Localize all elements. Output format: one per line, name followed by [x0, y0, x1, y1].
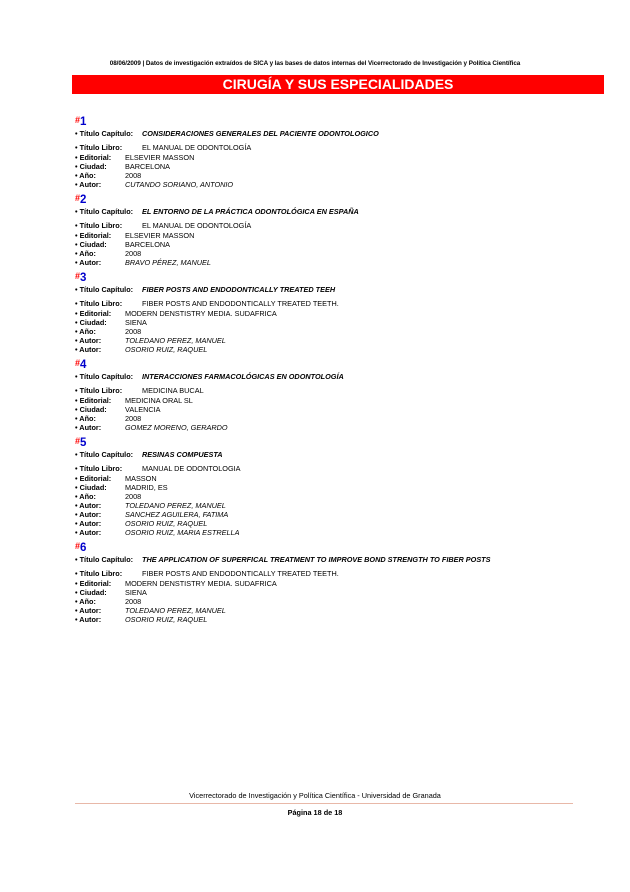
author-value: GOMEZ MORENO, GERARDO: [125, 423, 228, 432]
author-label: • Autor:: [75, 528, 102, 537]
publisher-value: MODERN DENSTISTRY MEDIA. SUDAFRICA: [125, 309, 277, 318]
city-label: • Ciudad:: [75, 240, 107, 249]
author-value: CUTANDO SORIANO, ANTONIO: [125, 180, 234, 189]
year-label: • Año:: [75, 249, 96, 258]
chapter-title-row: [75, 129, 605, 138]
record-number: [75, 539, 605, 554]
city-row: [75, 240, 605, 249]
author-label: • Autor:: [75, 180, 102, 189]
city-label: • Ciudad:: [75, 483, 107, 492]
publisher-value: MODERN DENSTISTRY MEDIA. SUDAFRICA: [125, 579, 277, 588]
chapter-title-row: [75, 372, 605, 381]
year-row: [75, 249, 605, 258]
chapter-title-value: CONSIDERACIONES GENERALES DEL PACIENTE ODONTOLOGICO: [142, 129, 379, 138]
record-number: [75, 191, 605, 206]
year-label: • Año:: [75, 597, 96, 606]
publisher-row: [75, 309, 605, 318]
author-label: • Autor:: [75, 501, 102, 510]
record-index: 1: [80, 116, 87, 128]
author-row: [75, 258, 605, 267]
records-list: [75, 113, 605, 626]
author-value: TOLEDANO PEREZ, MANUEL: [125, 606, 226, 615]
author-value: TOLEDANO PEREZ, MANUEL: [125, 336, 226, 345]
chapter-title-label: • Título Capítulo:: [75, 450, 134, 459]
city-value: SIENA: [125, 588, 147, 597]
author-label: • Autor:: [75, 510, 102, 519]
publisher-label: • Editorial:: [75, 231, 112, 240]
year-row: [75, 597, 605, 606]
publisher-value: ELSEVIER MASSON: [125, 231, 195, 240]
publication-record: [75, 191, 605, 267]
book-title-row: [75, 569, 605, 578]
record-number: [75, 269, 605, 284]
record-number: [75, 356, 605, 371]
city-row: [75, 162, 605, 171]
book-title-value: MANUAL DE ODONTOLOGIA: [142, 464, 241, 473]
author-label: • Autor:: [75, 519, 102, 528]
chapter-title-value: THE APPLICATION OF SUPERFICAL TREATMENT TO IMPROVE BOND STRENGTH TO FIBER POSTS: [142, 555, 491, 564]
year-label: • Año:: [75, 171, 96, 180]
footer-institution: Vicerrectorado de Investigación y Política Científica - Universidad de Granada: [189, 791, 441, 800]
author-row: [75, 528, 605, 537]
chapter-title-row: [75, 285, 605, 294]
author-label: • Autor:: [75, 423, 102, 432]
author-label: • Autor:: [75, 336, 102, 345]
footer-page-number: Página 18 de 18: [287, 808, 343, 817]
city-value: MADRID, ES: [125, 483, 168, 492]
year-label: • Año:: [75, 327, 96, 336]
author-row: [75, 180, 605, 189]
publication-record: [75, 539, 605, 624]
book-title-row: [75, 386, 605, 395]
year-row: [75, 492, 605, 501]
year-row: [75, 414, 605, 423]
record-index: 2: [80, 194, 87, 206]
city-row: [75, 588, 605, 597]
year-row: [75, 327, 605, 336]
publication-record: [75, 434, 605, 537]
author-value: SANCHEZ AGUILERA, FATIMA: [125, 510, 229, 519]
author-row: [75, 606, 605, 615]
book-title-label: • Título Libro:: [75, 143, 123, 152]
record-number: [75, 113, 605, 128]
publisher-label: • Editorial:: [75, 153, 112, 162]
chapter-title-value: INTERACCIONES FARMACOLÓGICAS EN ODONTOLOGÍA: [142, 372, 344, 381]
year-value: 2008: [125, 327, 142, 336]
record-hash-mark: #: [75, 358, 81, 368]
book-title-label: • Título Libro:: [75, 464, 123, 473]
book-title-label: • Título Libro:: [75, 386, 123, 395]
publication-record: [75, 113, 605, 189]
author-label: • Autor:: [75, 345, 102, 354]
book-title-row: [75, 143, 605, 152]
publisher-label: • Editorial:: [75, 474, 112, 483]
chapter-title-label: • Título Capítulo:: [75, 207, 134, 216]
chapter-title-label: • Título Capítulo:: [75, 555, 134, 564]
publisher-row: [75, 474, 605, 483]
page-header: 08/06/2009 | Datos de investigación extraídos de SICA y las bases de datos internas del Vicerrectorado de Investigación y Política Científica: [109, 60, 521, 67]
author-label: • Autor:: [75, 606, 102, 615]
city-value: BARCELONA: [125, 162, 171, 171]
record-number: [75, 434, 605, 449]
record-hash-mark: #: [75, 436, 81, 446]
footer-divider: [75, 803, 573, 804]
author-value: BRAVO PÉREZ, MANUEL: [125, 258, 211, 267]
publisher-value: MEDICINA ORAL SL: [125, 396, 193, 405]
publisher-row: [75, 396, 605, 405]
book-title-row: [75, 299, 605, 308]
year-value: 2008: [125, 249, 142, 258]
record-index: 3: [80, 272, 87, 284]
publisher-value: ELSEVIER MASSON: [125, 153, 195, 162]
year-value: 2008: [125, 492, 142, 501]
record-hash-mark: #: [75, 271, 81, 281]
book-title-row: [75, 464, 605, 473]
chapter-title-label: • Título Capítulo:: [75, 372, 134, 381]
author-row: [75, 615, 605, 624]
city-value: SIENA: [125, 318, 147, 327]
city-row: [75, 318, 605, 327]
book-title-value: EL MANUAL DE ODONTOLOGÍA: [142, 143, 252, 152]
book-title-label: • Título Libro:: [75, 221, 123, 230]
year-value: 2008: [125, 171, 142, 180]
chapter-title-value: EL ENTORNO DE LA PRÁCTICA ODONTOLÓGICA EN ESPAÑA: [142, 207, 359, 216]
chapter-title-value: RESINAS COMPUESTA: [142, 450, 223, 459]
author-row: [75, 423, 605, 432]
city-label: • Ciudad:: [75, 162, 107, 171]
record-index: 4: [80, 359, 87, 371]
author-value: OSORIO RUIZ, RAQUEL: [125, 615, 208, 624]
author-row: [75, 501, 605, 510]
publisher-label: • Editorial:: [75, 396, 112, 405]
city-label: • Ciudad:: [75, 588, 107, 597]
city-label: • Ciudad:: [75, 405, 107, 414]
publisher-row: [75, 579, 605, 588]
book-title-value: FIBER POSTS AND ENDODONTICALLY TREATED TEETH.: [142, 569, 339, 578]
record-index: 6: [80, 542, 87, 554]
book-title-value: EL MANUAL DE ODONTOLOGÍA: [142, 221, 252, 230]
chapter-title-label: • Título Capítulo:: [75, 285, 134, 294]
author-value: OSORIO RUIZ, MARIA ESTRELLA: [125, 528, 240, 537]
author-value: TOLEDANO PEREZ, MANUEL: [125, 501, 226, 510]
record-hash-mark: #: [75, 541, 81, 551]
chapter-title-row: [75, 207, 605, 216]
book-title-label: • Título Libro:: [75, 569, 123, 578]
record-index: 5: [80, 437, 87, 449]
year-label: • Año:: [75, 414, 96, 423]
publication-record: [75, 269, 605, 354]
chapter-title-row: [75, 555, 605, 564]
city-value: BARCELONA: [125, 240, 171, 249]
year-label: • Año:: [75, 492, 96, 501]
publisher-row: [75, 231, 605, 240]
chapter-title-row: [75, 450, 605, 459]
publisher-label: • Editorial:: [75, 579, 112, 588]
city-row: [75, 405, 605, 414]
publisher-value: MASSON: [125, 474, 157, 483]
author-value: OSORIO RUIZ, RAQUEL: [125, 345, 208, 354]
book-title-label: • Título Libro:: [75, 299, 123, 308]
author-value: OSORIO RUIZ, RAQUEL: [125, 519, 208, 528]
year-value: 2008: [125, 414, 142, 423]
book-title-row: [75, 221, 605, 230]
section-title-banner: CIRUGÍA Y SUS ESPECIALIDADES: [72, 75, 604, 94]
city-row: [75, 483, 605, 492]
city-label: • Ciudad:: [75, 318, 107, 327]
publisher-row: [75, 153, 605, 162]
author-row: [75, 510, 605, 519]
book-title-value: MEDICINA BUCAL: [142, 386, 204, 395]
chapter-title-label: • Título Capítulo:: [75, 129, 134, 138]
year-row: [75, 171, 605, 180]
city-value: VALENCIA: [125, 405, 161, 414]
author-label: • Autor:: [75, 258, 102, 267]
publisher-label: • Editorial:: [75, 309, 112, 318]
year-value: 2008: [125, 597, 142, 606]
author-row: [75, 336, 605, 345]
chapter-title-value: FIBER POSTS AND ENDODONTICALLY TREATED TEEH: [142, 285, 336, 294]
record-hash-mark: #: [75, 115, 81, 125]
author-label: • Autor:: [75, 615, 102, 624]
record-hash-mark: #: [75, 193, 81, 203]
author-row: [75, 519, 605, 528]
book-title-value: FIBER POSTS AND ENDODONTICALLY TREATED TEETH.: [142, 299, 339, 308]
publication-record: [75, 356, 605, 432]
author-row: [75, 345, 605, 354]
